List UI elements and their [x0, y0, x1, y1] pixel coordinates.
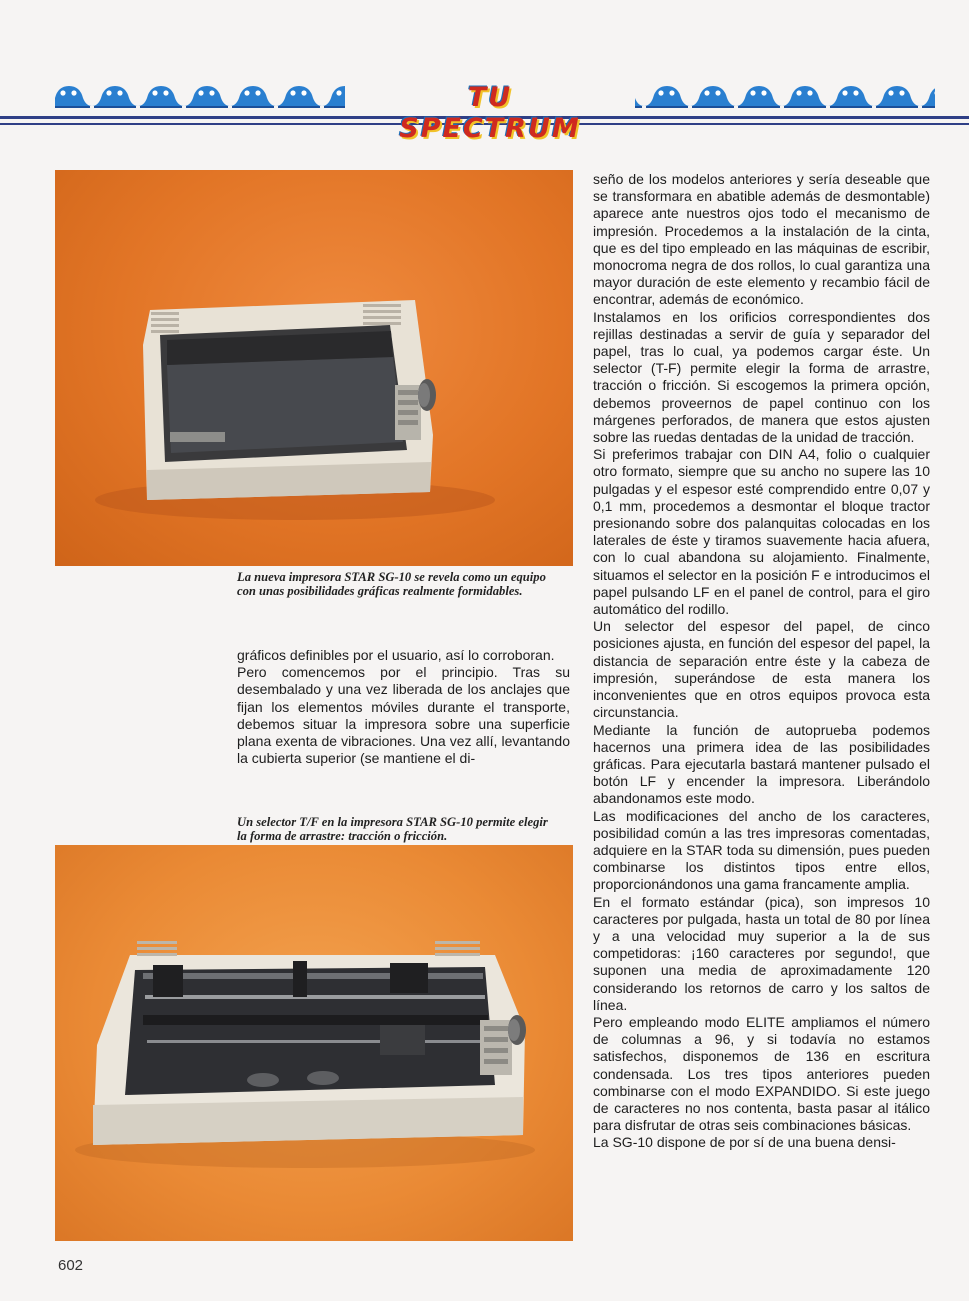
paragraph: Instalamos en los orificios correspondientes dos rejillas destinadas a servir de guía y separador del papel, tras lo cual, ya podemos cargar éste. Un selector (T-F) permite elegir la forma de arrastre, tracción o fricción. Si escogemos la primera opción, debemos proveernos de papel continuo con los márgenes perforados, de manera que estos ajusten sobre las ruedas dentadas de la unidad de tracción.	[593, 308, 930, 446]
printer-illustration-open	[55, 845, 573, 1241]
article-column-right	[593, 171, 930, 1152]
paragraph: Las modificaciones del ancho de los caracteres, posibilidad común a las tres impresoras comentadas, adquiere en la STAR toda su dimensión, pues pueden combinarse los distintos tipos entre ellos, proporcionándonos una gama francamente amplia.	[593, 807, 930, 893]
wave-pattern-left	[55, 84, 345, 114]
paragraph: Un selector del espesor del papel, de cinco posiciones ajusta, en función del espesor del papel, la distancia de separación entre éste y la cabeza de impresión, superándose de esta manera los inconvenientes que en otros equipos provoca esta circunstancia.	[593, 618, 930, 721]
page-number: 602	[58, 1257, 84, 1274]
printer-photo-covered	[55, 170, 573, 566]
photo2-caption: Un selector T/F en la impresora STAR SG-10 permite elegir la forma de arrastre: tracción o fricción.	[237, 815, 548, 843]
paragraph: gráficos definibles por el usuario, así lo corroboran.	[237, 647, 555, 663]
paragraph: En el formato estándar (pica), son impresos 10 caracteres por pulgada, hasta un total de 80 por línea y a una velocidad muy superior a la de sus competidoras: ¡160 caracteres por segundo!, que suponen una media de aproximadamente 120 considerando los retornos de carro y los saltos de línea.	[593, 893, 930, 1013]
paragraph: Mediante la función de autoprueba podemos hacernos una primera idea de las posibilidades gráficas. Para ejecutarla bastará mantener pulsado el botón LF y encender la impresora. Liberándolo abandonamos este modo.	[593, 721, 930, 807]
article-column-left	[237, 647, 570, 767]
paragraph: seño de los modelos anteriores y sería deseable que se transformara en abatible además de desmontable) aparece ante nuestros ojos todo el mecanismo de impresión. Procedemos a la instalación de la cinta, que es del tipo empleado en las máquinas de escribir, monocroma negra de dos rollos, lo cual garantiza una mayor duración de este elemento y recambio fácil de encontrar, además de económico.	[593, 171, 930, 308]
printer-photo-open	[55, 845, 573, 1241]
wave-pattern-right	[635, 84, 935, 114]
printer-illustration-covered	[55, 170, 573, 566]
paragraph: La SG-10 dispone de por sí de una buena densi-	[593, 1134, 896, 1151]
paragraph: Si preferimos trabajar con DIN A4, folio o cualquier otro formato, siempre que su ancho no supere las 10 pulgadas y el espesor esté comprendido entre 0,07 y 0,1 mm, procedemos a desmontar el bloque tractor presionando sobre dos palanquitas colocadas en los laterales de éste y tiramos suavemente hacia afuera, con lo cual abandona su alojamiento. Finalmente, situamos el selector en la posición F e introducimos el papel pulsando LF en el panel de control, para el giro automático del rodillo.	[593, 446, 930, 618]
paragraph: Pero empleando modo ELITE ampliamos el número de columnas a 96, y si todavía no estamos satisfechos, disponemos de 136 en escritura condensada. Los tres tipos anteriores pueden combinarse con el modo EXPANDIDO. Si este juego de caracteres no nos contenta, basta pasar al itálico para disfrutar de otras seis combinaciones básicas.	[593, 1013, 930, 1134]
photo1-caption: La nueva impresora STAR SG-10 se revela como un equipo con unas posibilidades gráficas realmente formidables.	[237, 570, 546, 598]
magazine-section-title: TU SPECTRUM	[399, 82, 581, 144]
paragraph: Pero comencemos por el principio. Tras su desembalado y una vez liberada de los anclajes que fijan los elementos móviles durante el transporte, debemos situar la impresora sobre una superficie plana exenta de vibraciones. Una vez allí, levantando la cubierta superior (se mantiene el di-	[237, 664, 570, 767]
